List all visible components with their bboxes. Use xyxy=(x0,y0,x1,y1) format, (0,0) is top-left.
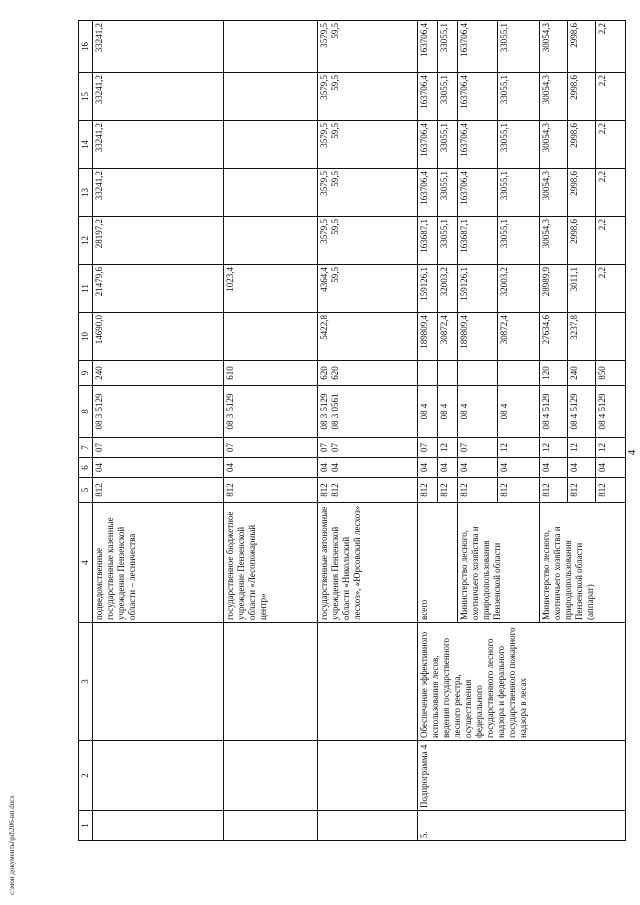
header-cell: 14 xyxy=(79,121,93,169)
cell-executor: подведомственные государственные казенные учреждения Пензенской области – лесничества xyxy=(93,503,224,623)
cell-pr: 07 xyxy=(458,438,498,458)
cell-csr: 08 4 5129 xyxy=(540,386,568,438)
cell-grbs: 812 xyxy=(540,478,568,503)
header-row xyxy=(79,21,93,841)
cell-pr: 12 xyxy=(438,438,458,458)
cell-grbs: 812 xyxy=(568,478,596,503)
cell-amount xyxy=(224,73,318,121)
cell-program xyxy=(224,741,318,811)
cell-amount: 2998,6 xyxy=(568,169,596,217)
table-row xyxy=(224,21,318,841)
cell-amount: 33055,1 xyxy=(438,73,458,121)
cell-amount: 163706,4 xyxy=(458,73,498,121)
cell-amount: 33055,1 xyxy=(438,169,458,217)
table-row xyxy=(318,21,418,841)
header-cell: 3 xyxy=(79,623,93,741)
cell-vr: 620 620 xyxy=(318,361,418,386)
cell-pr: 07 07 xyxy=(318,438,418,458)
cell-rz: 04 04 xyxy=(318,458,418,478)
cell-amount: 33241,2 xyxy=(93,73,224,121)
header-cell: 6 xyxy=(79,458,93,478)
cell-amount: 163706,4 xyxy=(418,21,438,73)
header-cell: 2 xyxy=(79,741,93,811)
cell-amount: 3579,5 59,5 xyxy=(318,73,418,121)
cell-csr: 08 3 5129 08 3 0561 xyxy=(318,386,418,438)
cell-rz: 04 xyxy=(93,458,224,478)
cell-rz: 04 xyxy=(438,458,458,478)
cell-executor: государственные автономные учреждения Пензенской области «Никольский лесхоз», «Юрсовский лесхоз» xyxy=(318,503,418,623)
cell-grbs: 812 xyxy=(224,478,318,503)
cell-amount: 5422,8 xyxy=(318,313,418,361)
cell-amount: 159126,1 xyxy=(458,265,498,313)
cell-amount: 163706,4 xyxy=(458,169,498,217)
cell-vr: 610 xyxy=(224,361,318,386)
cell-csr: 08 4 xyxy=(438,386,458,438)
cell-amount xyxy=(224,313,318,361)
cell-amount: 163706,4 xyxy=(418,73,438,121)
cell-amount: 2,2 xyxy=(596,217,626,265)
header-cell: 1 xyxy=(79,811,93,841)
cell-rz: 04 xyxy=(418,458,438,478)
cell-program xyxy=(93,741,224,811)
cell-amount: 2,2 xyxy=(596,169,626,217)
header-cell: 12 xyxy=(79,217,93,265)
cell-amount: 32003,2 xyxy=(498,265,540,313)
cell-rz: 04 xyxy=(568,458,596,478)
header-cell: 16 xyxy=(79,21,93,73)
cell-amount: 189809,4 xyxy=(418,313,438,361)
cell-vr: 120 xyxy=(540,361,568,386)
cell-pr: 07 xyxy=(224,438,318,458)
cell-vr: 240 xyxy=(568,361,596,386)
cell-grbs: 812 xyxy=(418,478,438,503)
header-cell: 9 xyxy=(79,361,93,386)
cell-description: Обеспечение эффективного использования лесов, ведения государственного лесного реестра, осуществления федерального государственного лесного надзора и федерального государственного пожарного надзора в лесах xyxy=(418,623,626,741)
cell-amount: 3011,1 xyxy=(568,265,596,313)
header-cell: 13 xyxy=(79,169,93,217)
cell-amount xyxy=(224,169,318,217)
cell-executor: Министерство лесного, охотничьего хозяйства и природопользования Пензенской области xyxy=(458,503,540,623)
page-number: 4 xyxy=(626,449,638,456)
cell-rz: 04 xyxy=(596,458,626,478)
cell-grbs: 812 xyxy=(438,478,458,503)
cell-amount: 30054,3 xyxy=(540,169,568,217)
table-row xyxy=(93,21,224,841)
cell-amount: 28989,9 xyxy=(540,265,568,313)
cell-csr: 08 3 5129 xyxy=(224,386,318,438)
cell-amount: 3579,5 59,5 xyxy=(318,217,418,265)
cell-csr: 08 3 5129 xyxy=(93,386,224,438)
cell-grbs: 812 812 xyxy=(318,478,418,503)
cell-amount: 3579,5 59,5 xyxy=(318,21,418,73)
header-cell: 5 xyxy=(79,478,93,503)
cell-amount: 33241,2 xyxy=(93,21,224,73)
cell-amount: 1023,4 xyxy=(224,265,318,313)
cell-number: 5. xyxy=(418,811,626,841)
cell-amount: 3579,5 59,5 xyxy=(318,121,418,169)
cell-amount: 2,2 xyxy=(596,21,626,73)
cell-amount xyxy=(224,21,318,73)
cell-amount: 27634,6 xyxy=(540,313,568,361)
cell-amount: 3579,5 59,5 xyxy=(318,169,418,217)
cell-amount: 163706,4 xyxy=(418,169,438,217)
cell-amount: 33055,1 xyxy=(498,169,540,217)
cell-vr xyxy=(418,361,438,386)
cell-amount: 14690,0 xyxy=(93,313,224,361)
cell-vr: 850 xyxy=(596,361,626,386)
cell-amount: 32003,2 xyxy=(438,265,458,313)
cell-amount: 163687,1 xyxy=(458,217,498,265)
cell-amount: 163706,4 xyxy=(458,121,498,169)
cell-grbs: 812 xyxy=(596,478,626,503)
cell-number xyxy=(93,811,224,841)
cell-amount: 33055,1 xyxy=(498,217,540,265)
cell-amount xyxy=(224,217,318,265)
header-cell: 7 xyxy=(79,438,93,458)
cell-amount: 33055,1 xyxy=(438,21,458,73)
cell-amount: 2,2 xyxy=(596,121,626,169)
cell-amount: 3237,8 xyxy=(568,313,596,361)
cell-csr: 08 4 5129 xyxy=(596,386,626,438)
header-cell: 15 xyxy=(79,73,93,121)
cell-grbs: 812 xyxy=(93,478,224,503)
cell-pr: 12 xyxy=(540,438,568,458)
cell-pr: 12 xyxy=(596,438,626,458)
header-cell: 10 xyxy=(79,313,93,361)
header-cell: 8 xyxy=(79,386,93,438)
cell-rz: 04 xyxy=(540,458,568,478)
cell-csr: 08 4 5129 xyxy=(568,386,596,438)
cell-grbs: 812 xyxy=(498,478,540,503)
cell-executor: государственное бюджетное учреждение Пензенской области «Лесопожарный центр» xyxy=(224,503,318,623)
cell-pr: 12 xyxy=(568,438,596,458)
cell-amount: 2998,6 xyxy=(568,121,596,169)
cell-executor: Министерство лесного, охотничьего хозяйства и природопользования Пензенской области (аппарат) xyxy=(540,503,626,623)
budget-table xyxy=(78,20,626,841)
table-row xyxy=(418,21,438,841)
cell-amount: 163706,4 xyxy=(458,21,498,73)
cell-amount: 33055,1 xyxy=(438,121,458,169)
cell-number xyxy=(318,811,418,841)
cell-grbs: 812 xyxy=(458,478,498,503)
cell-amount: 2998,6 xyxy=(568,21,596,73)
cell-pr: 07 xyxy=(93,438,224,458)
cell-program xyxy=(318,741,418,811)
cell-amount: 30054,3 xyxy=(540,73,568,121)
header-cell: 11 xyxy=(79,265,93,313)
cell-amount: 189809,4 xyxy=(458,313,498,361)
cell-amount xyxy=(596,313,626,361)
cell-amount: 33055,1 xyxy=(498,121,540,169)
cell-amount: 30054,3 xyxy=(540,21,568,73)
cell-program: Подпрограмма 4 xyxy=(418,741,626,811)
cell-amount: 30054,3 xyxy=(540,217,568,265)
cell-amount: 163687,1 xyxy=(418,217,438,265)
cell-amount: 2,2 xyxy=(596,73,626,121)
cell-description xyxy=(318,623,418,741)
cell-vr xyxy=(458,361,498,386)
cell-amount: 33241,2 xyxy=(93,121,224,169)
cell-vr xyxy=(498,361,540,386)
cell-description xyxy=(93,623,224,741)
cell-amount: 2,2 xyxy=(596,265,626,313)
cell-amount: 30054,3 xyxy=(540,121,568,169)
cell-vr xyxy=(438,361,458,386)
cell-amount: 4364,4 59,5 xyxy=(318,265,418,313)
cell-description xyxy=(224,623,318,741)
cell-amount: 2998,6 xyxy=(568,73,596,121)
cell-amount: 33055,1 xyxy=(498,73,540,121)
file-path: c:\мои документы\pd\206-нп.docx xyxy=(8,795,16,895)
cell-vr: 240 xyxy=(93,361,224,386)
cell-amount: 159126,1 xyxy=(418,265,438,313)
cell-executor: всего xyxy=(418,503,458,623)
cell-rz: 04 xyxy=(498,458,540,478)
cell-amount: 33241,2 xyxy=(93,169,224,217)
cell-amount: 30872,4 xyxy=(438,313,458,361)
cell-amount: 163706,4 xyxy=(418,121,438,169)
cell-amount: 21479,6 xyxy=(93,265,224,313)
cell-pr: 12 xyxy=(498,438,540,458)
cell-amount: 30872,4 xyxy=(498,313,540,361)
cell-rz: 04 xyxy=(458,458,498,478)
cell-amount: 28197,2 xyxy=(93,217,224,265)
cell-csr: 08 4 xyxy=(498,386,540,438)
cell-pr: 07 xyxy=(418,438,438,458)
cell-amount: 33055,1 xyxy=(498,21,540,73)
cell-csr: 08 4 xyxy=(418,386,438,438)
cell-amount: 2998,6 xyxy=(568,217,596,265)
cell-number xyxy=(224,811,318,841)
cell-amount: 33055,1 xyxy=(438,217,458,265)
cell-amount xyxy=(224,121,318,169)
cell-csr: 08 4 xyxy=(458,386,498,438)
header-cell: 4 xyxy=(79,503,93,623)
cell-rz: 04 xyxy=(224,458,318,478)
